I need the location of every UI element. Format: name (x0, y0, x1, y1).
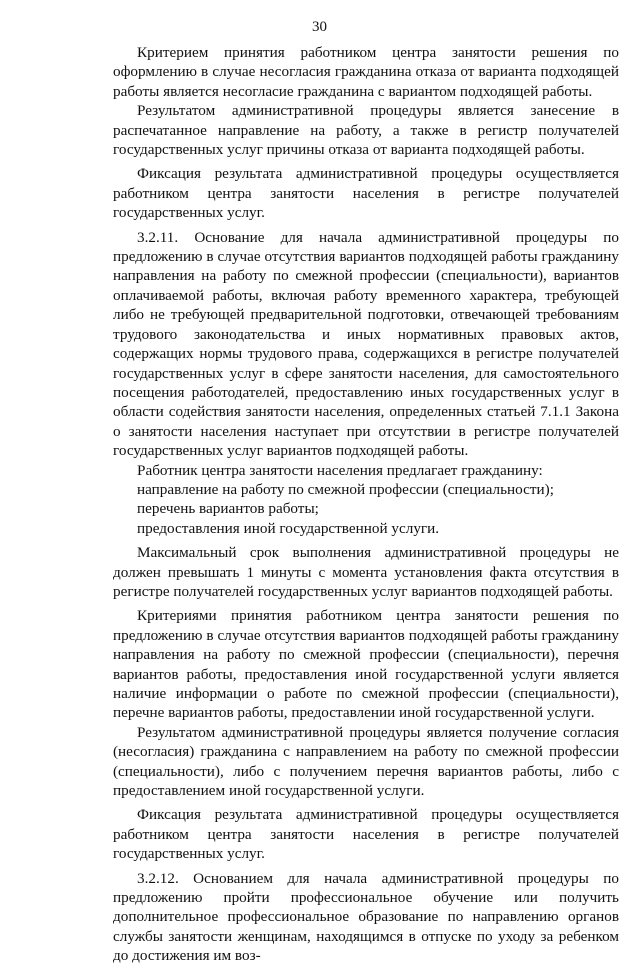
paragraph: Максимальный срок выполнения административной процедуры не должен превышать 1 минуты с момента установления факта отсутствия в регистре получателей государственных услуг вариантов подходящей работы. (113, 544, 619, 600)
paragraph: Результатом административной процедуры является занесение в распечатанное направление на работу, а также в регистр получателей государственных услуг причины отказа от варианта подходящей работы. (113, 102, 619, 159)
paragraph: 3.2.11. Основание для начала административной процедуры по предложению в случае отсутствия вариантов подходящей работы гражданину направления на работу по смежной профессии (специальности), вариантов оплачиваемой работы, включая работу временного характера, требующей либо не требующей предварительной подготовки, отвечающей требованиям трудового законодательства и иных нормативных правовых актов, содержащих нормы трудового права, содержащихся в регистре получателей государственных услуг в сфере занятости населения, для самостоятельного посещения работодателей, предоставлению иных государственных услуг в области содействия занятости населения, определенных статьей 7.1.1 Закона о занятости населения наступает при отсутствии в регистре получателей государственных услуг вариантов подходящей работы. (113, 228, 619, 460)
paragraph: 3.2.12. Основанием для начала административной процедуры по предложению пройти профессиональное обучение или получить дополнительное профессиональное образование по направлению органов службы занятости женщинам, находящимся в отпуске по уходу за ребенком до достижения им воз- (113, 869, 619, 965)
paragraph: Критерием принятия работником центра занятости решения по оформлению в случае несогласия гражданина отказа от варианта подходящей работы является несогласие гражданина с вариантом подходящей работы. (113, 44, 619, 100)
paragraph: предоставления иной государственной услуги. (137, 519, 440, 537)
paragraph: Фиксация результата административной процедуры осуществляется работником центра занятости населения в регистре получателей государственных услуг. (113, 165, 619, 222)
paragraph: Фиксация результата административной процедуры осуществляется работником центра занятости населения в регистре получателей государственных услуг. (113, 806, 619, 863)
paragraph: перечень вариантов работы; (137, 500, 319, 518)
paragraph: направление на работу по смежной профессии (специальности); (137, 480, 554, 498)
paragraph: Работник центра занятости населения предлагает гражданину: (137, 461, 543, 479)
paragraph: Результатом административной процедуры является получение согласия (несогласия) гражданина с направлением на работу по смежной профессии (специальности), либо с получением перечня вариантов работы, либо с предоставлением иной государственной услуги. (113, 723, 619, 800)
document-body (113, 43, 619, 966)
paragraph: Критериями принятия работником центра занятости решения по предложению в случае отсутствия вариантов подходящей работы гражданину направления на работу по смежной профессии (специальности), перечня вариантов работы, предоставления иной государственной услуги является наличие информации о работе по смежной профессии (специальности), перечне вариантов работы, предоставлении иной государственной услуги. (113, 607, 619, 722)
page-number: 30 (312, 19, 327, 35)
